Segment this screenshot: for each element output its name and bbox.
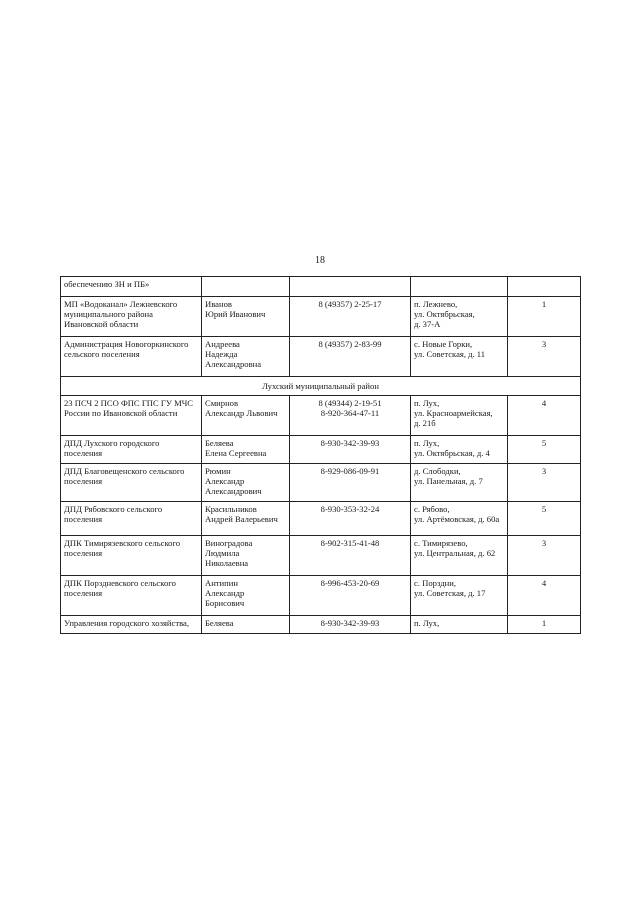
contacts-table (60, 276, 581, 634)
address-cell (411, 616, 508, 634)
address-cell (411, 576, 508, 616)
phone-cell (290, 297, 411, 337)
count-cell: 1 (508, 297, 581, 337)
address-cell-line: с. Рябово, (414, 504, 450, 515)
org-cell-line: 23 ПСЧ 2 ПСО ФПС ГПС ГУ МЧС (64, 398, 194, 409)
org-cell (61, 464, 202, 502)
phone-cell-line: 8-929-086-09-91 (320, 466, 380, 477)
person-cell (202, 337, 290, 377)
phone-cell (290, 464, 411, 502)
address-cell (411, 297, 508, 337)
address-cell-line: ул. Центральная, д. 62 (414, 548, 496, 559)
phone-cell (290, 536, 411, 576)
person-cell (202, 536, 290, 576)
person-cell-line: Надежда (205, 349, 238, 360)
org-cell (61, 396, 202, 436)
org-cell-line: сельского поселения (64, 349, 140, 360)
person-cell-line: Борисович (205, 598, 245, 609)
phone-cell (290, 337, 411, 377)
person-cell-line: Антипин (205, 578, 238, 589)
address-cell-line: д. Слободки, (414, 466, 461, 477)
person-cell (202, 297, 290, 337)
address-cell (411, 436, 508, 464)
address-cell-line: ул. Красноармейская, (414, 408, 493, 419)
person-cell-line: Рюмин (205, 466, 231, 477)
org-cell (61, 502, 202, 536)
phone-cell-line: 8-930-342-39-93 (320, 618, 380, 629)
page-number: 18 (315, 255, 325, 266)
person-cell-line: Николаевна (205, 558, 249, 569)
address-cell-line: п. Лежнево, (414, 299, 458, 309)
phone-cell-line: 8-920-364-47-11 (320, 408, 380, 419)
person-cell (202, 277, 290, 297)
org-cell-line: поселения (64, 448, 103, 459)
address-cell-line: п. Лух, (414, 618, 440, 629)
count-cell: 3 (508, 536, 581, 576)
org-cell (61, 277, 202, 297)
org-cell-line: обеспечению ЗН и ПБ» (64, 279, 150, 289)
count-cell: 3 (508, 464, 581, 502)
org-cell-line: поселения (64, 514, 103, 525)
org-cell-line: муниципального района (64, 309, 153, 320)
org-cell-line: Ивановской области (64, 319, 139, 330)
table-row (61, 277, 581, 297)
phone-cell (290, 396, 411, 436)
address-cell-line: ул. Артёмовская, д. 60а (414, 514, 500, 525)
count-cell: 4 (508, 576, 581, 616)
address-cell-line: п. Лух, (414, 438, 440, 449)
phone-cell-line: 8 (49344) 2-19-51 (318, 398, 382, 409)
address-cell-line: с. Порздни, (414, 578, 456, 589)
phone-cell (290, 616, 411, 634)
count-cell: 5 (508, 436, 581, 464)
table-row (61, 576, 581, 616)
phone-cell (290, 277, 411, 297)
person-cell (202, 576, 290, 616)
person-cell (202, 436, 290, 464)
org-cell-line: ДПК Тимирязевского сельского (64, 538, 181, 549)
address-cell-line: п. Лух, (414, 398, 440, 409)
count-cell (508, 277, 581, 297)
org-cell-line: поселения (64, 548, 103, 559)
address-cell (411, 277, 508, 297)
table-row (61, 396, 581, 436)
person-cell-line: Смирнов (205, 398, 239, 409)
section-row (61, 377, 581, 396)
count-cell: 4 (508, 396, 581, 436)
phone-cell-line: 8 (49357) 2-25-17 (318, 299, 382, 309)
person-cell (202, 396, 290, 436)
org-cell-line: России по Ивановской области (64, 408, 178, 419)
org-cell (61, 576, 202, 616)
table-row (61, 297, 581, 337)
org-cell (61, 297, 202, 337)
section-title: Лухский муниципальный район (61, 377, 581, 396)
person-cell-line: Иванов (205, 299, 232, 309)
address-cell (411, 536, 508, 576)
phone-cell-line: 8-930-353-32-24 (320, 504, 380, 515)
address-cell-line: ул. Советская, д. 17 (414, 588, 486, 599)
address-cell (411, 337, 508, 377)
table-row (61, 464, 581, 502)
phone-cell-line: 8-902-315-41-48 (320, 538, 380, 549)
table-row (61, 337, 581, 377)
org-cell-line: ДПК Порздневского сельского (64, 578, 176, 589)
person-cell (202, 502, 290, 536)
person-cell-line: Андреева (205, 339, 240, 349)
person-cell-line: Красильников (205, 504, 257, 515)
address-cell-line: ул. Октябрьская, (414, 309, 475, 320)
person-cell (202, 464, 290, 502)
address-cell-line: д. 37-А (414, 319, 441, 330)
address-cell-line: ул. Советская, д. 11 (414, 349, 486, 360)
phone-cell-line: 8 (49357) 2-83-99 (318, 339, 382, 349)
person-cell-line: Людмила (205, 548, 240, 559)
address-cell-line: д. 21б (414, 418, 436, 429)
address-cell-line: с. Новые Горки, (414, 339, 473, 349)
org-cell (61, 436, 202, 464)
person-cell-line: Елена Сергеевна (205, 448, 267, 459)
org-cell-line: Администрация Новогоркинского (64, 339, 189, 349)
person-cell-line: Александр Львович (205, 408, 278, 419)
address-cell (411, 464, 508, 502)
address-cell-line: ул. Октябрьская, д. 4 (414, 448, 490, 459)
person-cell-line: Андрей Валерьевич (205, 514, 278, 525)
org-cell (61, 536, 202, 576)
org-cell-line: ДПД Лухского городского (64, 438, 160, 449)
org-cell (61, 337, 202, 377)
person-cell-line: Александр (205, 476, 245, 487)
table-body (61, 277, 581, 634)
person-cell-line: Виноградова (205, 538, 253, 549)
person-cell-line: Александр (205, 588, 245, 599)
phone-cell (290, 502, 411, 536)
org-cell-line: Управления городского хозяйства, (64, 618, 190, 629)
phone-cell (290, 576, 411, 616)
address-cell (411, 502, 508, 536)
person-cell-line: Юрий Иванович (205, 309, 266, 320)
phone-cell-line: 8-930-342-39-93 (320, 438, 380, 449)
org-cell-line: ДПД Благовещенского сельского (64, 466, 185, 477)
person-cell-line: Беляева (205, 438, 234, 449)
count-cell: 5 (508, 502, 581, 536)
address-cell-line: ул. Панельная, д. 7 (414, 476, 483, 487)
org-cell-line: МП «Водоканал» Лежневского (64, 299, 178, 309)
table-row (61, 436, 581, 464)
address-cell-line: с. Тимирязево, (414, 538, 468, 549)
table-row (61, 616, 581, 634)
table-row (61, 502, 581, 536)
table-row (61, 536, 581, 576)
person-cell (202, 616, 290, 634)
org-cell (61, 616, 202, 634)
org-cell-line: ДПД Рябовского сельского (64, 504, 163, 515)
org-cell-line: поселения (64, 588, 103, 599)
address-cell (411, 396, 508, 436)
person-cell-line: Александрович (205, 486, 262, 497)
phone-cell (290, 436, 411, 464)
count-cell: 3 (508, 337, 581, 377)
person-cell-line: Александровна (205, 359, 262, 370)
phone-cell-line: 8-996-453-20-69 (320, 578, 380, 589)
count-cell: 1 (508, 616, 581, 634)
org-cell-line: поселения (64, 476, 103, 487)
person-cell-line: Беляева (205, 618, 234, 629)
